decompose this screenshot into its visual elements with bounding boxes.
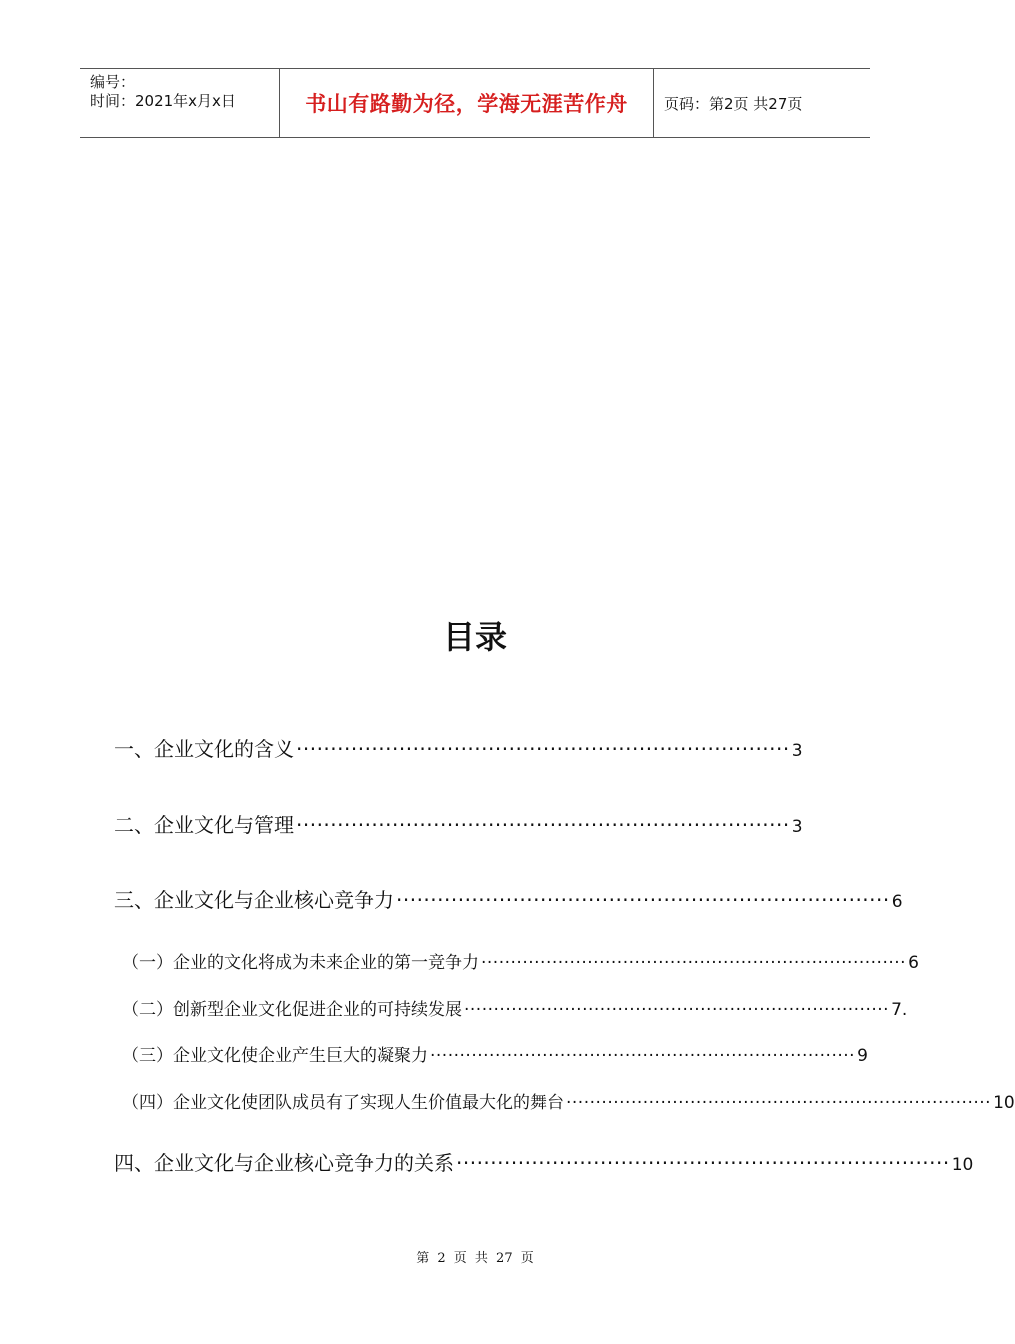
toc-entry-page: 10 <box>951 1155 974 1175</box>
toc-leader-dots: ········································································ <box>396 888 890 912</box>
toc-entry-text: 四、企业文化与企业核心竞争力的关系 <box>114 1151 454 1175</box>
toc-entry-text: （四）企业文化使团队成员有了实现人生价值最大化的舞台 <box>122 1093 564 1113</box>
header-page-info: 页码：第2页 共27页 <box>664 94 803 113</box>
toc-entry[interactable] <box>114 733 803 762</box>
toc-subentry[interactable] <box>122 1088 1015 1113</box>
toc-entry-page: 3 <box>791 741 803 761</box>
header-motto: 书山有路勤为径，学海无涯苦作舟 <box>280 69 654 137</box>
toc-leader-dots: ········································································ <box>296 737 790 761</box>
page-footer: 第 2 页 共 27 页 <box>416 1251 534 1266</box>
toc-leader-dots: ········································································ <box>456 1151 950 1175</box>
toc-entry-page: 10 <box>993 1093 1015 1113</box>
toc-leader-dots: ········································································ <box>430 1046 856 1066</box>
toc-subentry[interactable] <box>122 1041 868 1066</box>
toc-entry-text: （二）创新型企业文化促进企业的可持续发展 <box>122 1000 462 1020</box>
toc-leader-dots: ········································································ <box>296 813 790 837</box>
toc-leader-dots: ········································································ <box>566 1093 992 1113</box>
toc-entry[interactable] <box>114 809 803 838</box>
toc-leader-dots: ········································································ <box>464 1000 890 1020</box>
toc-entry[interactable] <box>114 1147 974 1176</box>
toc-subentry[interactable] <box>122 948 919 973</box>
toc-entry[interactable] <box>114 884 903 913</box>
page-header <box>80 68 870 138</box>
toc-entry-text: 三、企业文化与企业核心竞争力 <box>114 888 394 912</box>
toc-entry-page: 3 <box>791 817 803 837</box>
document-number-label: 编号： <box>90 73 136 91</box>
document-date: 时间：2021年x月x日 <box>90 92 236 110</box>
toc-leader-dots: ········································································ <box>481 953 907 973</box>
toc-entry-page: 6 <box>908 953 919 973</box>
toc-entry-page: 9 <box>857 1046 868 1066</box>
toc-entry-text: 一、企业文化的含义 <box>114 737 294 761</box>
toc-subentry[interactable] <box>122 995 908 1020</box>
toc-entry-text: 二、企业文化与管理 <box>114 813 294 837</box>
toc-entry-text: （一）企业的文化将成为未来企业的第一竞争力 <box>122 953 479 973</box>
toc-entry-page: 6 <box>891 892 903 912</box>
header-meta <box>80 69 280 137</box>
toc-title: 目录 <box>442 618 507 656</box>
toc-entry-text: （三）企业文化使企业产生巨大的凝聚力 <box>122 1046 428 1066</box>
toc-entry-page: 7. <box>891 1000 908 1020</box>
